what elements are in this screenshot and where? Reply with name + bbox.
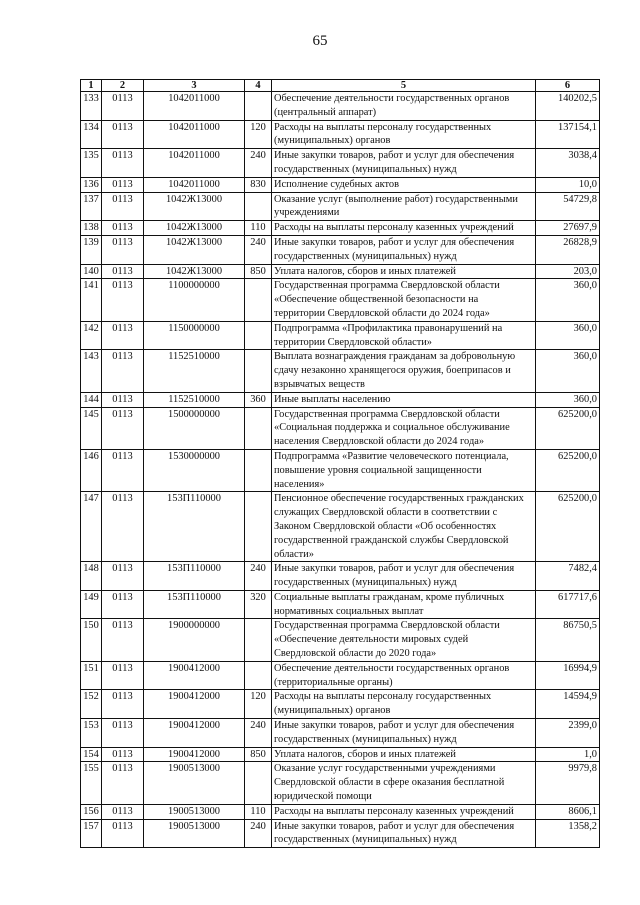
target-code-cell: 153П110000 (144, 590, 245, 619)
item-name-cell: Государственная программа Свердловской области «Обеспечение деятельности мировых судей Свердловской области до 2020 года» (272, 619, 536, 661)
section-code-cell: 0113 (102, 177, 144, 192)
amount-cell: 1358,2 (536, 819, 600, 848)
amount-cell: 1,0 (536, 747, 600, 762)
target-code-cell: 1900412000 (144, 661, 245, 690)
section-code-cell: 0113 (102, 279, 144, 321)
item-name-cell: Подпрограмма «Профилактика правонарушений на территории Свердловской области» (272, 321, 536, 350)
row-number-cell: 138 (81, 221, 102, 236)
table-row (81, 192, 600, 221)
item-name-cell: Исполнение судебных актов (272, 177, 536, 192)
amount-cell: 7482,4 (536, 562, 600, 591)
table-row (81, 690, 600, 719)
amount-cell: 625200,0 (536, 492, 600, 562)
item-name-cell: Подпрограмма «Развитие человеческого потенциала, повышение уровня социальной защищенности населения» (272, 449, 536, 491)
section-code-cell: 0113 (102, 492, 144, 562)
amount-cell: 617717,6 (536, 590, 600, 619)
target-code-cell: 1042Ж13000 (144, 235, 245, 264)
row-number-cell: 134 (81, 120, 102, 149)
amount-cell: 137154,1 (536, 120, 600, 149)
expense-type-cell (245, 321, 272, 350)
section-code-cell: 0113 (102, 819, 144, 848)
section-code-cell: 0113 (102, 407, 144, 449)
header-row (81, 80, 600, 92)
row-number-cell: 155 (81, 762, 102, 804)
table-row (81, 562, 600, 591)
section-code-cell: 0113 (102, 590, 144, 619)
row-number-cell: 144 (81, 392, 102, 407)
expense-type-cell (245, 661, 272, 690)
section-code-cell: 0113 (102, 661, 144, 690)
table-row (81, 819, 600, 848)
section-code-cell: 0113 (102, 221, 144, 236)
table-row (81, 120, 600, 149)
section-code-cell: 0113 (102, 392, 144, 407)
target-code-cell: 1042011000 (144, 149, 245, 178)
item-name-cell: Иные закупки товаров, работ и услуг для обеспечения государственных (муниципальных) нужд (272, 562, 536, 591)
expense-type-cell: 240 (245, 819, 272, 848)
section-code-cell: 0113 (102, 747, 144, 762)
target-code-cell: 1042Ж13000 (144, 264, 245, 279)
row-number-cell: 135 (81, 149, 102, 178)
row-number-cell: 154 (81, 747, 102, 762)
section-code-cell: 0113 (102, 321, 144, 350)
amount-cell: 625200,0 (536, 449, 600, 491)
item-name-cell: Государственная программа Свердловской области «Социальная поддержка и социальное обслуживание населения Свердловской области до 2024 года» (272, 407, 536, 449)
table-row (81, 221, 600, 236)
item-name-cell: Расходы на выплаты персоналу казенных учреждений (272, 221, 536, 236)
target-code-cell: 1900513000 (144, 762, 245, 804)
target-code-cell: 1152510000 (144, 350, 245, 392)
amount-cell: 360,0 (536, 279, 600, 321)
target-code-cell: 1900412000 (144, 719, 245, 748)
table-row (81, 619, 600, 661)
expense-type-cell: 120 (245, 690, 272, 719)
table-row (81, 762, 600, 804)
row-number-cell: 141 (81, 279, 102, 321)
target-code-cell: 1900000000 (144, 619, 245, 661)
target-code-cell: 1530000000 (144, 449, 245, 491)
target-code-cell: 1042011000 (144, 120, 245, 149)
expense-type-cell: 110 (245, 221, 272, 236)
page-number: 65 (312, 33, 328, 49)
expense-type-cell: 120 (245, 120, 272, 149)
item-name-cell: Расходы на выплаты персоналу государственных (муниципальных) органов (272, 690, 536, 719)
row-number-cell: 157 (81, 819, 102, 848)
amount-cell: 8606,1 (536, 804, 600, 819)
section-code-cell: 0113 (102, 804, 144, 819)
column-header: 4 (245, 80, 272, 92)
expense-type-cell: 360 (245, 392, 272, 407)
target-code-cell: 1042Ж13000 (144, 221, 245, 236)
target-code-cell: 1500000000 (144, 407, 245, 449)
expense-type-cell (245, 619, 272, 661)
item-name-cell: Оказание услуг (выполнение работ) государственными учреждениями (272, 192, 536, 221)
table-row (81, 590, 600, 619)
table-row (81, 279, 600, 321)
table-row (81, 321, 600, 350)
target-code-cell: 1900412000 (144, 690, 245, 719)
amount-cell: 360,0 (536, 392, 600, 407)
column-header: 1 (81, 80, 102, 92)
amount-cell: 14594,9 (536, 690, 600, 719)
expense-type-cell (245, 279, 272, 321)
amount-cell: 9979,8 (536, 762, 600, 804)
section-code-cell: 0113 (102, 264, 144, 279)
target-code-cell: 153П110000 (144, 562, 245, 591)
expense-type-cell (245, 92, 272, 121)
item-name-cell: Обеспечение деятельности государственных органов (центральный аппарат) (272, 92, 536, 121)
section-code-cell: 0113 (102, 562, 144, 591)
table-row (81, 350, 600, 392)
item-name-cell: Иные закупки товаров, работ и услуг для обеспечения государственных (муниципальных) нужд (272, 819, 536, 848)
section-code-cell: 0113 (102, 690, 144, 719)
row-number-cell: 139 (81, 235, 102, 264)
item-name-cell: Расходы на выплаты персоналу государственных (муниципальных) органов (272, 120, 536, 149)
target-code-cell: 1900513000 (144, 819, 245, 848)
section-code-cell: 0113 (102, 235, 144, 264)
row-number-cell: 150 (81, 619, 102, 661)
item-name-cell: Выплата вознаграждения гражданам за добровольную сдачу незаконно хранящегося оружия, боеприпасов и взрывчатых веществ (272, 350, 536, 392)
column-header: 6 (536, 80, 600, 92)
table-row (81, 492, 600, 562)
amount-cell: 10,0 (536, 177, 600, 192)
expense-type-cell (245, 192, 272, 221)
table-row (81, 264, 600, 279)
table-row (81, 392, 600, 407)
expense-type-cell (245, 407, 272, 449)
row-number-cell: 145 (81, 407, 102, 449)
row-number-cell: 152 (81, 690, 102, 719)
table-body (81, 92, 600, 848)
row-number-cell: 140 (81, 264, 102, 279)
target-code-cell: 153П110000 (144, 492, 245, 562)
amount-cell: 27697,9 (536, 221, 600, 236)
target-code-cell: 1900513000 (144, 804, 245, 819)
table-row (81, 407, 600, 449)
amount-cell: 203,0 (536, 264, 600, 279)
column-header: 2 (102, 80, 144, 92)
row-number-cell: 136 (81, 177, 102, 192)
expense-type-cell: 240 (245, 149, 272, 178)
row-number-cell: 148 (81, 562, 102, 591)
section-code-cell: 0113 (102, 92, 144, 121)
row-number-cell: 151 (81, 661, 102, 690)
table-row (81, 177, 600, 192)
row-number-cell: 142 (81, 321, 102, 350)
column-header: 3 (144, 80, 245, 92)
expense-type-cell (245, 492, 272, 562)
amount-cell: 54729,8 (536, 192, 600, 221)
expense-type-cell (245, 449, 272, 491)
expense-type-cell: 240 (245, 562, 272, 591)
item-name-cell: Иные выплаты населению (272, 392, 536, 407)
section-code-cell: 0113 (102, 192, 144, 221)
expense-type-cell: 850 (245, 264, 272, 279)
item-name-cell: Социальные выплаты гражданам, кроме публичных нормативных социальных выплат (272, 590, 536, 619)
item-name-cell: Расходы на выплаты персоналу казенных учреждений (272, 804, 536, 819)
row-number-cell: 146 (81, 449, 102, 491)
row-number-cell: 137 (81, 192, 102, 221)
amount-cell: 360,0 (536, 321, 600, 350)
target-code-cell: 1152510000 (144, 392, 245, 407)
amount-cell: 16994,9 (536, 661, 600, 690)
item-name-cell: Иные закупки товаров, работ и услуг для обеспечения государственных (муниципальных) нужд (272, 235, 536, 264)
target-code-cell: 1042011000 (144, 92, 245, 121)
amount-cell: 26828,9 (536, 235, 600, 264)
table-row (81, 719, 600, 748)
table-row (81, 149, 600, 178)
table-row (81, 661, 600, 690)
table-row (81, 235, 600, 264)
section-code-cell: 0113 (102, 619, 144, 661)
row-number-cell: 156 (81, 804, 102, 819)
item-name-cell: Обеспечение деятельности государственных органов (территориальные органы) (272, 661, 536, 690)
target-code-cell: 1150000000 (144, 321, 245, 350)
amount-cell: 625200,0 (536, 407, 600, 449)
item-name-cell: Пенсионное обеспечение государственных гражданских служащих Свердловской области в соответствии с Законом Свердловской области «Об особенностях государственной гражданской службы Свердловской области» (272, 492, 536, 562)
amount-cell: 3038,4 (536, 149, 600, 178)
expense-type-cell: 110 (245, 804, 272, 819)
amount-cell: 2399,0 (536, 719, 600, 748)
item-name-cell: Иные закупки товаров, работ и услуг для обеспечения государственных (муниципальных) нужд (272, 149, 536, 178)
expense-type-cell: 320 (245, 590, 272, 619)
item-name-cell: Оказание услуг государственными учреждениями Свердловской области в сфере оказания бесплатной юридической помощи (272, 762, 536, 804)
row-number-cell: 149 (81, 590, 102, 619)
amount-cell: 360,0 (536, 350, 600, 392)
table-row (81, 449, 600, 491)
expense-type-cell: 240 (245, 719, 272, 748)
row-number-cell: 133 (81, 92, 102, 121)
expense-type-cell: 850 (245, 747, 272, 762)
target-code-cell: 1100000000 (144, 279, 245, 321)
section-code-cell: 0113 (102, 449, 144, 491)
section-code-cell: 0113 (102, 120, 144, 149)
section-code-cell: 0113 (102, 762, 144, 804)
section-code-cell: 0113 (102, 719, 144, 748)
expense-type-cell: 240 (245, 235, 272, 264)
item-name-cell: Иные закупки товаров, работ и услуг для обеспечения государственных (муниципальных) нужд (272, 719, 536, 748)
expense-type-cell: 830 (245, 177, 272, 192)
row-number-cell: 143 (81, 350, 102, 392)
budget-table (80, 79, 600, 848)
row-number-cell: 153 (81, 719, 102, 748)
section-code-cell: 0113 (102, 149, 144, 178)
target-code-cell: 1042011000 (144, 177, 245, 192)
item-name-cell: Уплата налогов, сборов и иных платежей (272, 264, 536, 279)
row-number-cell: 147 (81, 492, 102, 562)
expense-type-cell (245, 762, 272, 804)
item-name-cell: Государственная программа Свердловской области «Обеспечение общественной безопасности на территории Свердловской области до 2024 года» (272, 279, 536, 321)
amount-cell: 140202,5 (536, 92, 600, 121)
target-code-cell: 1900412000 (144, 747, 245, 762)
table-row (81, 747, 600, 762)
table-row (81, 804, 600, 819)
column-header: 5 (272, 80, 536, 92)
expense-type-cell (245, 350, 272, 392)
table-row (81, 92, 600, 121)
amount-cell: 86750,5 (536, 619, 600, 661)
item-name-cell: Уплата налогов, сборов и иных платежей (272, 747, 536, 762)
target-code-cell: 1042Ж13000 (144, 192, 245, 221)
section-code-cell: 0113 (102, 350, 144, 392)
